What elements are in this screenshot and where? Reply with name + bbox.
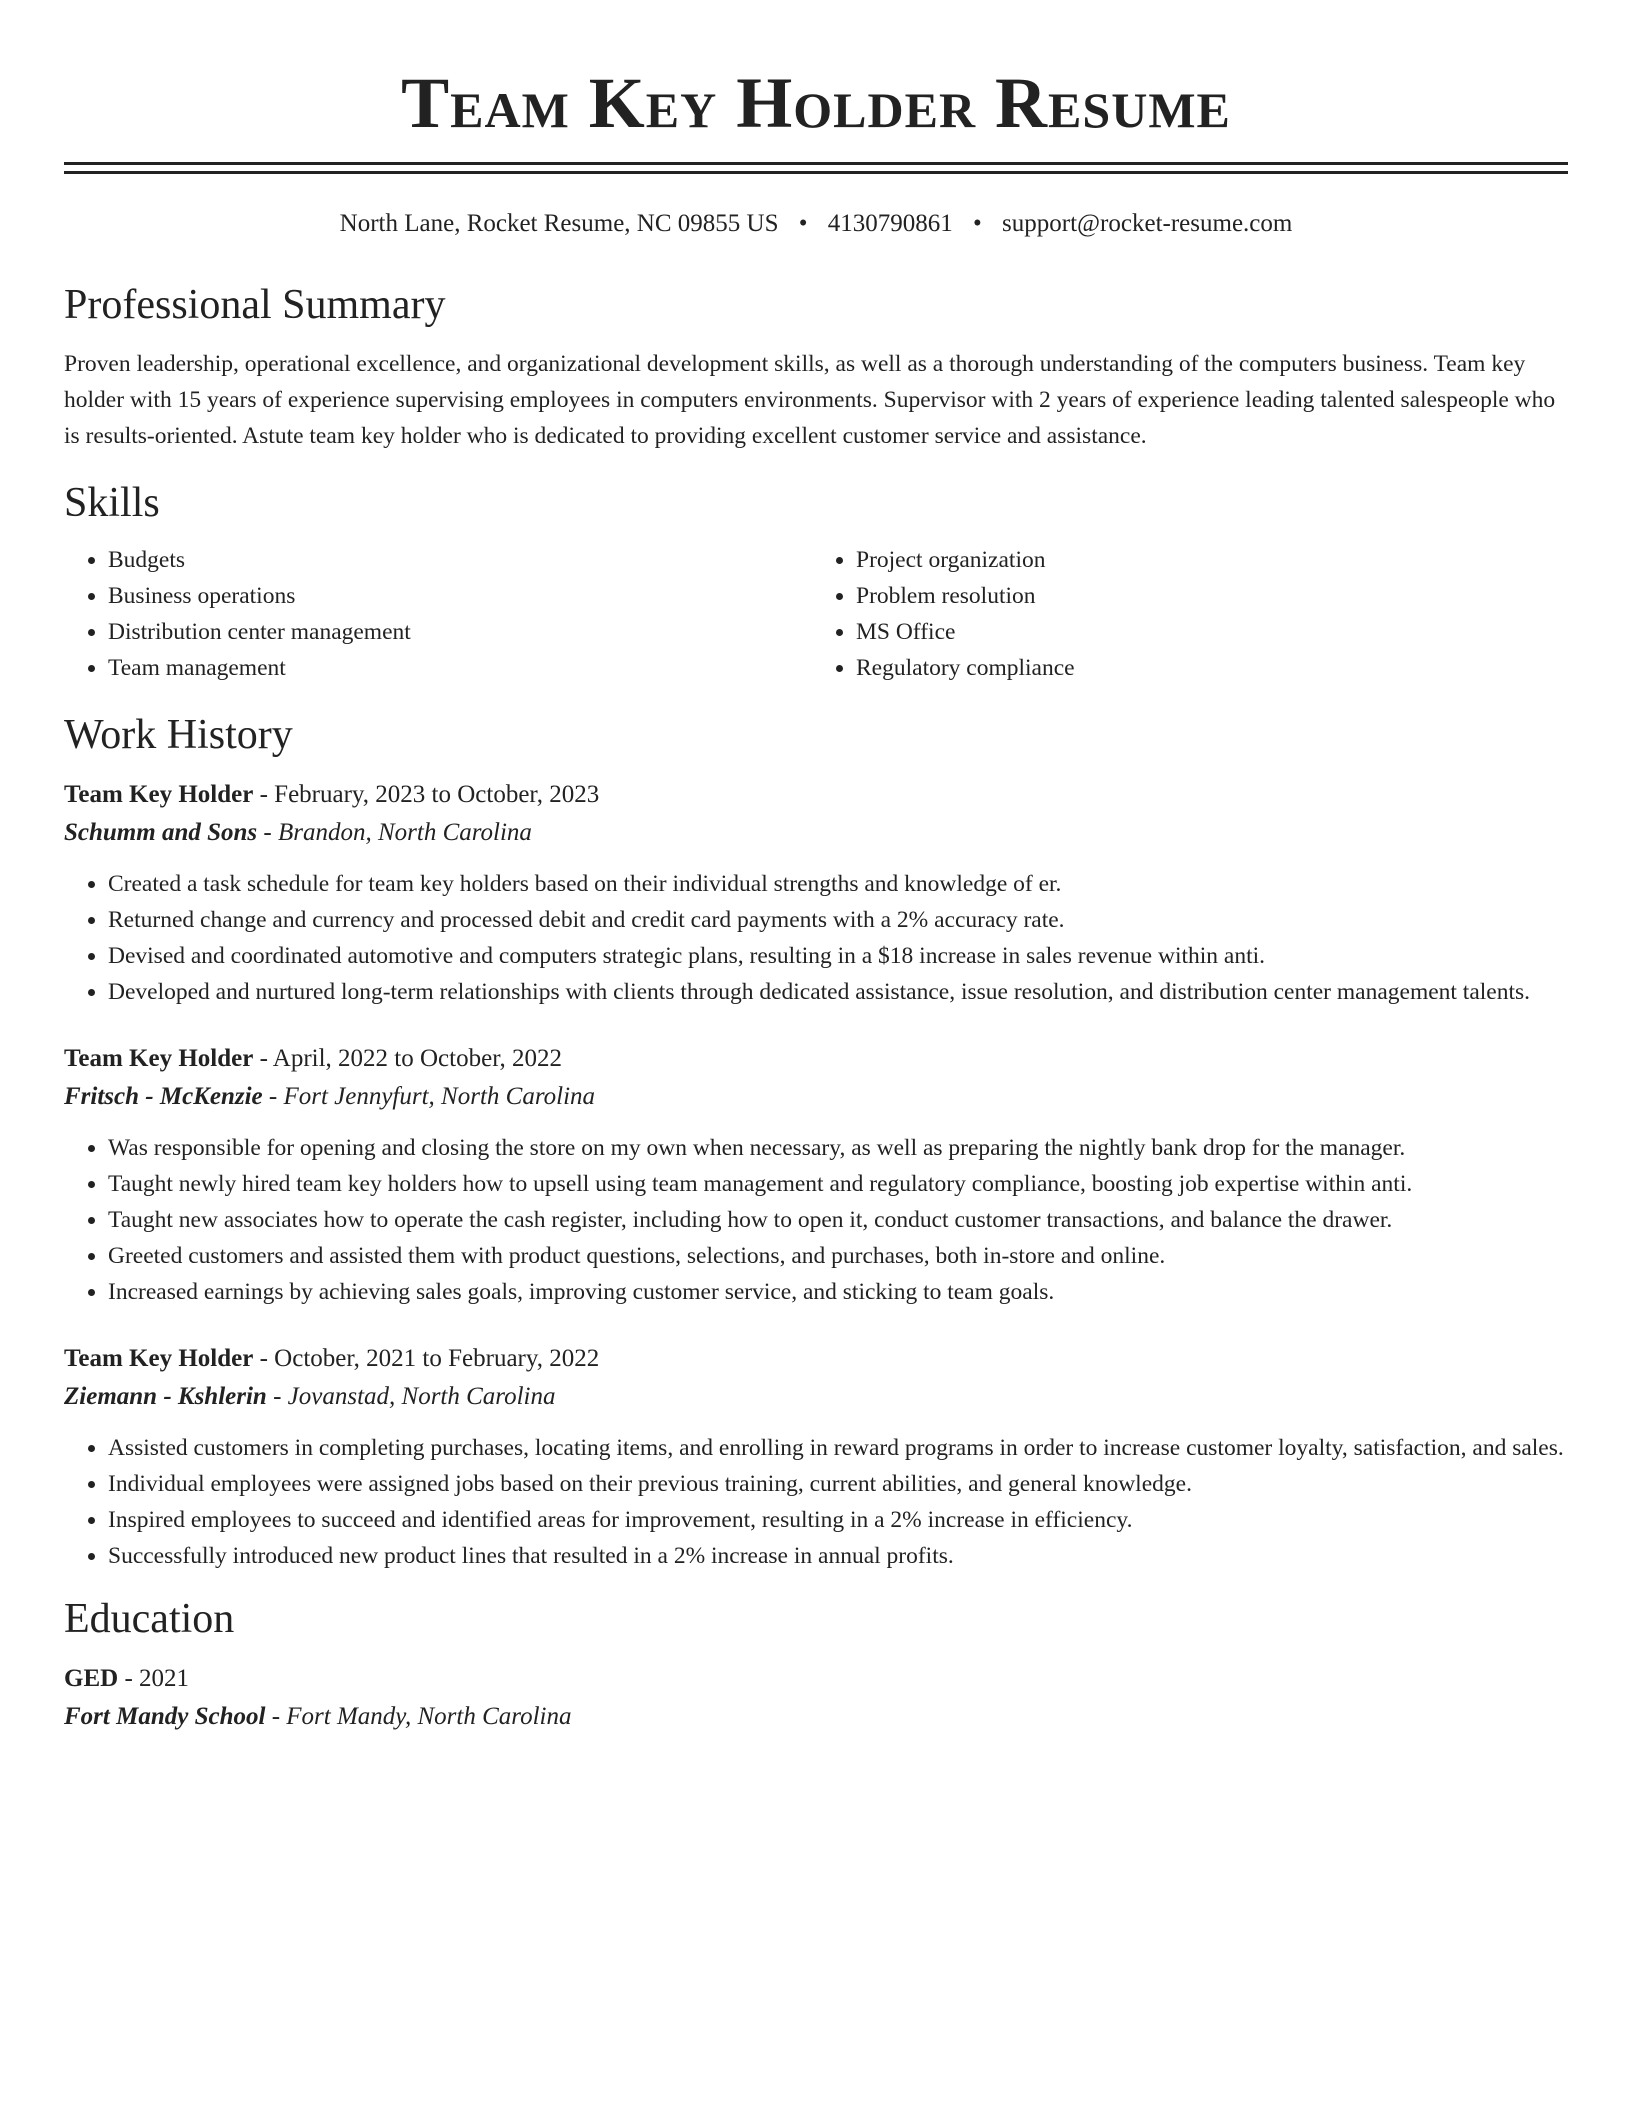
- job-entry: [64, 776, 1568, 1010]
- job-title: Team Key Holder: [64, 1045, 254, 1072]
- work-history-heading: Work History: [64, 712, 293, 758]
- employer-line: [64, 814, 1568, 852]
- job-entry: [64, 1040, 1568, 1310]
- school-line: [64, 1698, 1568, 1736]
- job-bullet: • Devised and coordinated automotive and computers strategic plans, resulting in a $18 increase in sales revenue within anti.: [108, 938, 1568, 974]
- employer-name: Schumm and Sons: [64, 819, 258, 846]
- job-bullet: • Was responsible for opening and closing the store on my own when necessary, as well as preparing the nightly bank drop for the manager.: [108, 1130, 1568, 1166]
- skill-item: • Business operations: [108, 578, 820, 614]
- school-location: - Fort Mandy, North Carolina: [265, 1703, 572, 1730]
- employer-location: - Jovanstad, North Carolina: [266, 1383, 556, 1410]
- school-name: Fort Mandy School: [64, 1703, 266, 1730]
- education-heading: Education: [64, 1596, 235, 1642]
- contact-line: [64, 208, 1568, 240]
- skill-item: • Budgets: [108, 542, 820, 578]
- job-bullets: [64, 1430, 1568, 1574]
- skill-item: • Regulatory compliance: [856, 650, 1568, 686]
- contact-separator: •: [973, 210, 982, 237]
- skills-column-right: [820, 542, 1568, 686]
- skill-item: • Problem resolution: [856, 578, 1568, 614]
- job-bullet: • Returned change and currency and processed debit and credit card payments with a 2% accuracy rate.: [108, 902, 1568, 938]
- job-bullet: • Individual employees were assigned jobs based on their previous training, current abilities, and general knowledge.: [108, 1466, 1568, 1502]
- contact-email: support@rocket-resume.com: [1002, 210, 1293, 237]
- job-title: Team Key Holder: [64, 1345, 254, 1372]
- job-bullet: • Developed and nurtured long-term relationships with clients through dedicated assistance, issue resolution, and distribution center management talents.: [108, 974, 1568, 1010]
- degree-line: [64, 1660, 1568, 1698]
- resume-page: [64, 0, 1568, 1736]
- skills-column-left: [64, 542, 820, 686]
- summary-text: Proven leadership, operational excellence, and organizational development skills, as well as a thorough understanding of the computers business. Team key holder with 15 years of experience supervising employees in computers environments. Supervisor with 2 years of experience leading talented salespeople who is results-oriented. Astute team key holder who is dedicated to providing excellent customer service and assistance.: [64, 351, 1556, 449]
- job-bullets: [64, 866, 1568, 1010]
- title-rule-bottom: [64, 171, 1568, 174]
- employer-name: Fritsch - McKenzie: [64, 1083, 263, 1110]
- job-title-line: [64, 1040, 1568, 1078]
- skill-item: • Distribution center management: [108, 614, 820, 650]
- skill-item: • MS Office: [856, 614, 1568, 650]
- job-title: Team Key Holder: [64, 781, 254, 808]
- employer-name: Ziemann - Kshlerin: [64, 1383, 267, 1410]
- skill-item: • Project organization: [856, 542, 1568, 578]
- job-bullet: • Increased earnings by achieving sales goals, improving customer service, and sticking to team goals.: [108, 1274, 1568, 1310]
- job-bullet: • Assisted customers in completing purchases, locating items, and enrolling in reward programs in order to increase customer loyalty, satisfaction, and sales.: [108, 1430, 1568, 1466]
- job-bullet: • Successfully introduced new product lines that resulted in a 2% increase in annual profits.: [108, 1538, 1568, 1574]
- job-dates: - April, 2022 to October, 2022: [253, 1045, 563, 1072]
- resume-title: Team Key Holder Resume: [401, 63, 1231, 143]
- contact-address: North Lane, Rocket Resume, NC 09855 US: [339, 210, 779, 237]
- job-bullets: [64, 1130, 1568, 1310]
- job-entry: [64, 1340, 1568, 1574]
- job-title-line: [64, 1340, 1568, 1378]
- job-bullet: • Inspired employees to succeed and identified areas for improvement, resulting in a 2% increase in efficiency.: [108, 1502, 1568, 1538]
- job-title-line: [64, 776, 1568, 814]
- employer-location: - Fort Jennyfurt, North Carolina: [262, 1083, 596, 1110]
- summary-heading: Professional Summary: [64, 282, 446, 328]
- education-entry: [64, 1660, 1568, 1736]
- degree-year: - 2021: [118, 1665, 190, 1692]
- skills-heading: Skills: [64, 480, 160, 526]
- employer-location: - Brandon, North Carolina: [257, 819, 532, 846]
- job-bullet: • Taught newly hired team key holders how to upsell using team management and regulatory compliance, boosting job expertise within anti.: [108, 1166, 1568, 1202]
- job-dates: - October, 2021 to February, 2022: [253, 1345, 600, 1372]
- job-dates: - February, 2023 to October, 2023: [253, 781, 600, 808]
- contact-separator: •: [798, 210, 808, 237]
- contact-phone: 4130790861: [827, 210, 953, 237]
- job-bullet: • Created a task schedule for team key holders based on their individual strengths and knowledge of er.: [108, 866, 1568, 902]
- job-bullet: • Greeted customers and assisted them with product questions, selections, and purchases, both in-store and online.: [108, 1238, 1568, 1274]
- employer-line: [64, 1378, 1568, 1416]
- degree-name: GED: [64, 1665, 119, 1692]
- employer-line: [64, 1078, 1568, 1116]
- title-rule-top: [64, 162, 1568, 165]
- skills-list: [64, 542, 1568, 686]
- skill-item: • Team management: [108, 650, 820, 686]
- job-bullet: • Taught new associates how to operate the cash register, including how to open it, conduct customer transactions, and balance the drawer.: [108, 1202, 1568, 1238]
